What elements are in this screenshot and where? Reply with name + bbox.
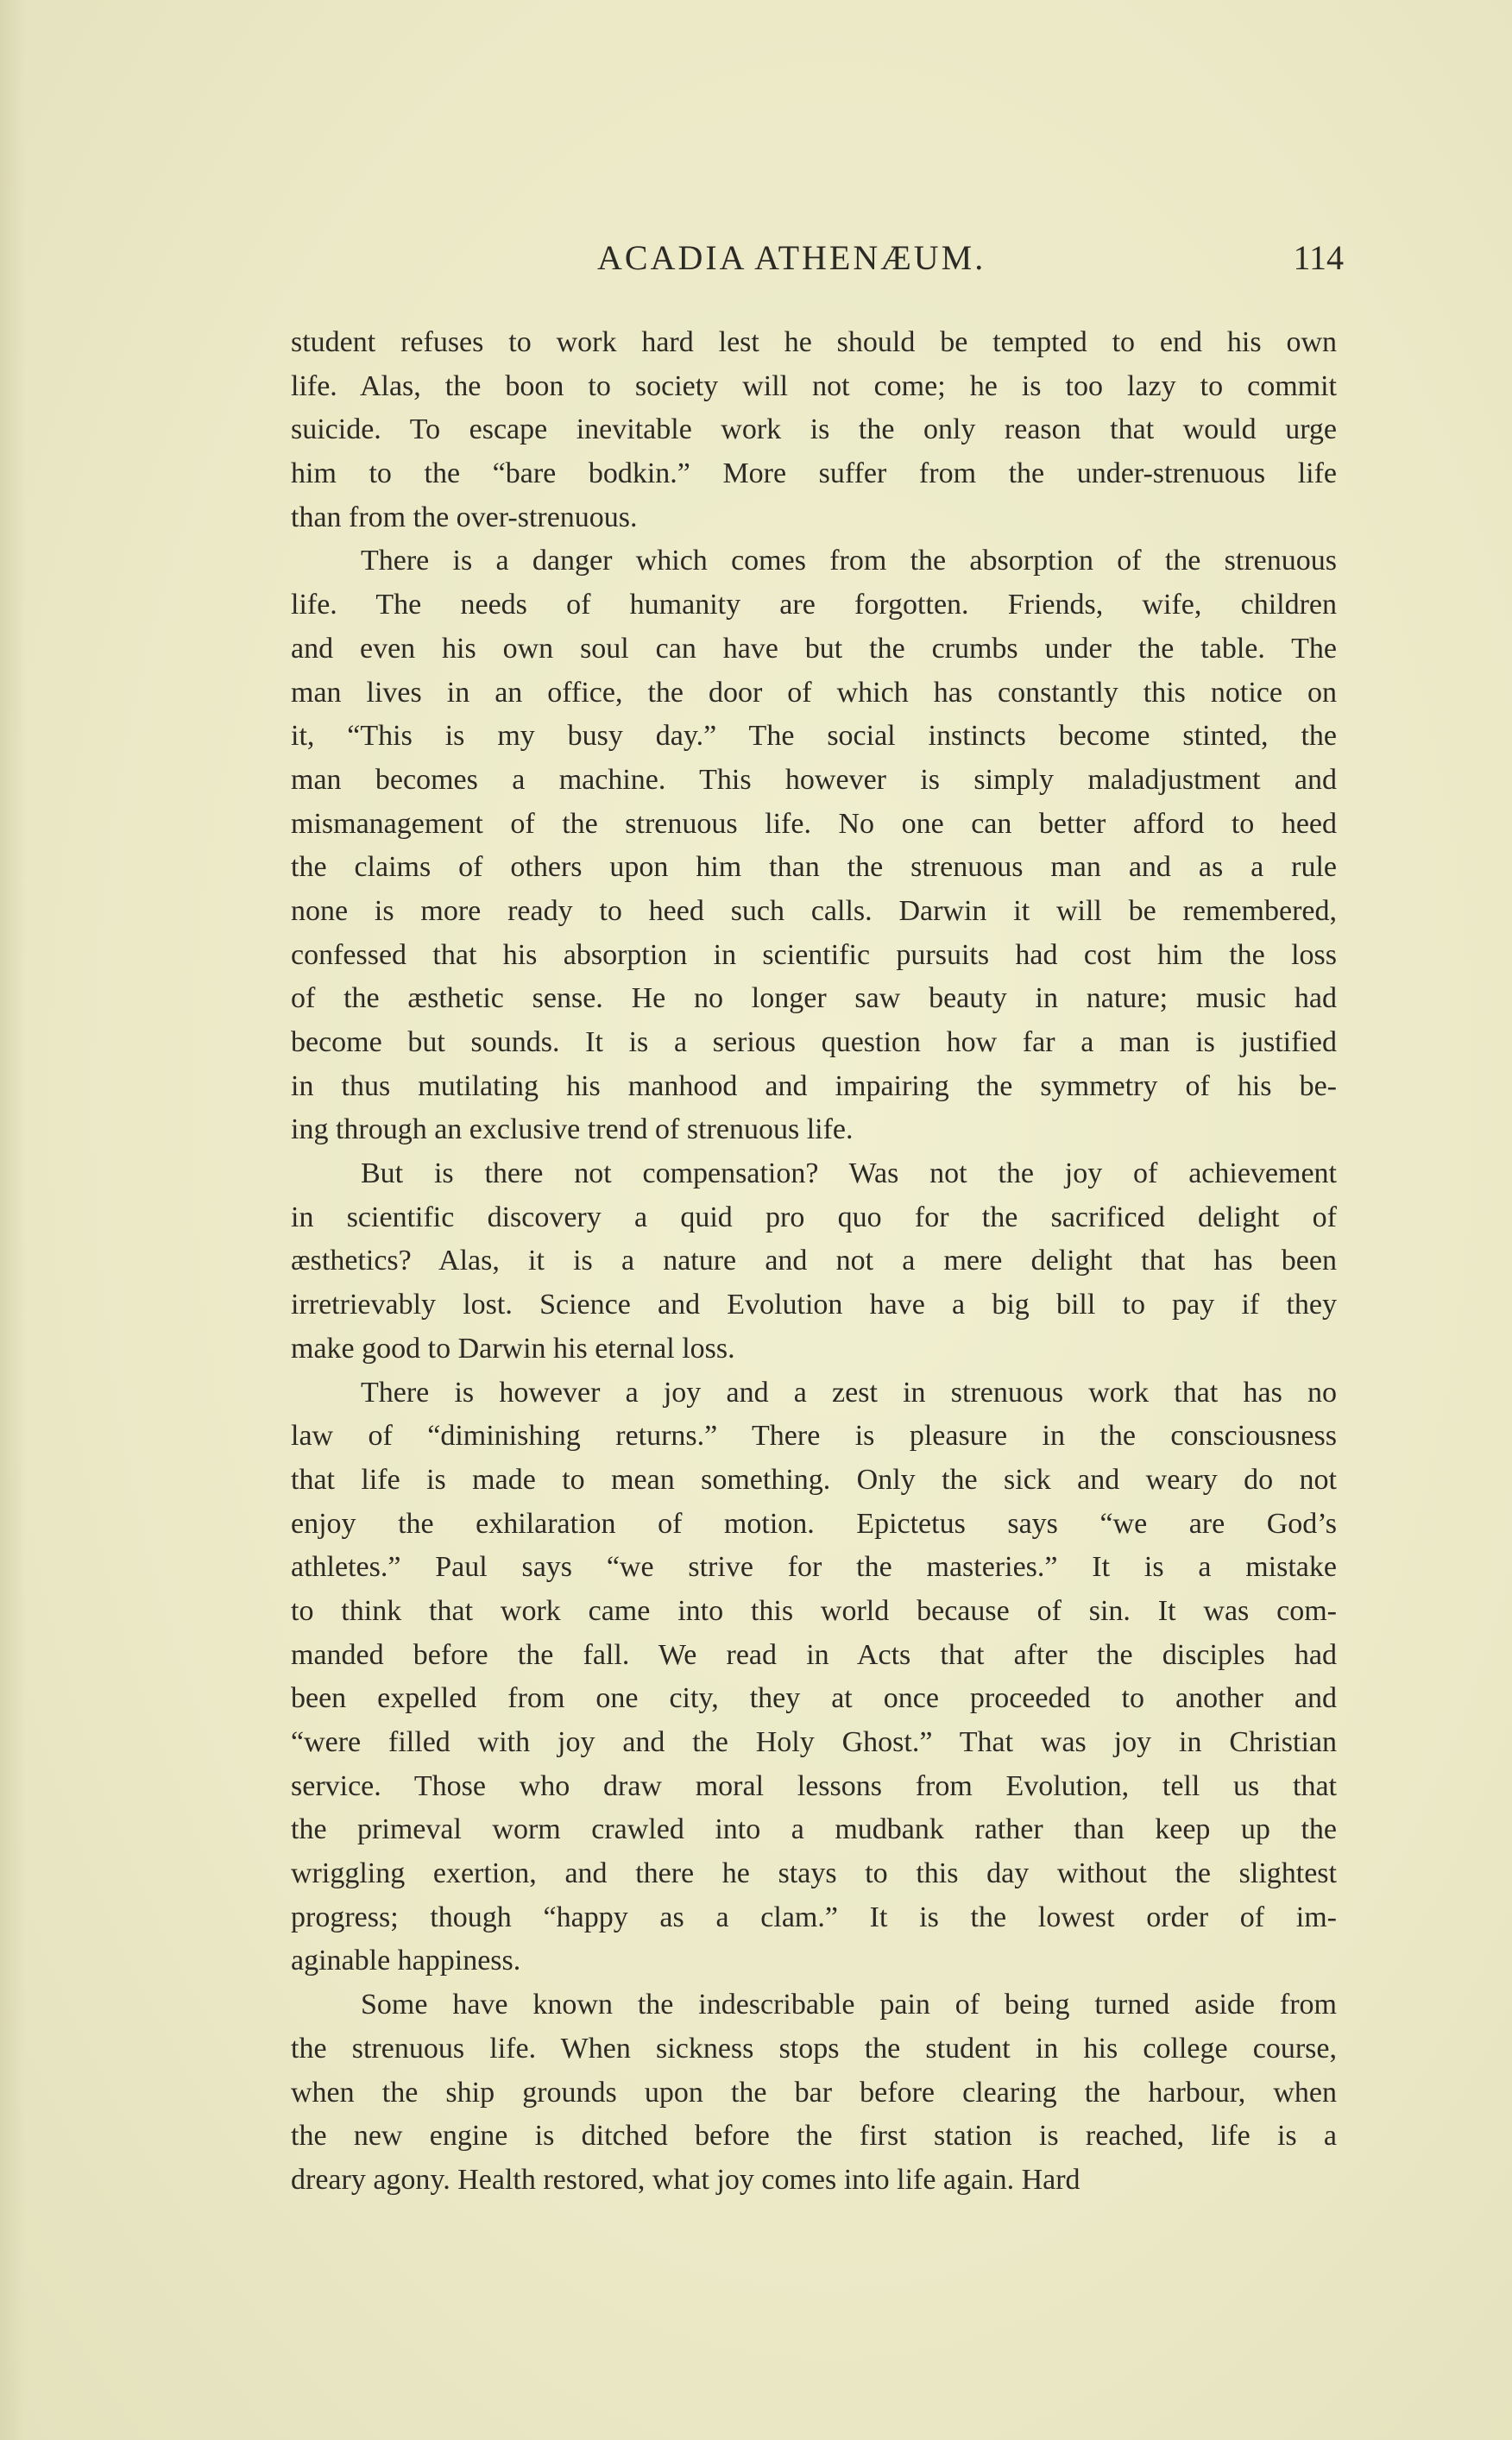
running-title: ACADIA ATHENÆUM. bbox=[597, 238, 986, 277]
text-line: the new engine is ditched before the first station is reached, life is a bbox=[291, 2120, 1337, 2153]
page-header bbox=[291, 237, 1344, 289]
text-line: law of “diminishing returns.” There is pleasure in the consciousness bbox=[291, 1420, 1337, 1453]
text-line: ing through an exclusive trend of strenuous life. bbox=[291, 1113, 854, 1146]
paragraph bbox=[291, 539, 1337, 1152]
text-line: the claims of others upon him than the strenuous man and as a rule bbox=[291, 851, 1337, 884]
text-line: student refuses to work hard lest he should be tempted to end his own bbox=[291, 326, 1337, 358]
text-line: irretrievably lost. Science and Evolution have a big bill to pay if they bbox=[291, 1289, 1337, 1321]
paragraph bbox=[291, 321, 1337, 539]
text-line: than from the over-strenuous. bbox=[291, 501, 638, 533]
text-line: progress; though “happy as a clam.” It is the lowest order of im- bbox=[291, 1901, 1337, 1933]
text-line: But is there not compensation? Was not the joy of achievement bbox=[361, 1157, 1337, 1190]
paragraph bbox=[291, 1983, 1337, 2202]
page-number: 114 bbox=[1293, 238, 1344, 277]
text-line: There is however a joy and a zest in strenuous work that has no bbox=[361, 1376, 1337, 1409]
text-line: life. The needs of humanity are forgotten. Friends, wife, children bbox=[291, 589, 1337, 621]
text-line: athletes.” Paul says “we strive for the masteries.” It is a mistake bbox=[291, 1551, 1337, 1584]
text-line: that life is made to mean something. Only the sick and weary do not bbox=[291, 1463, 1337, 1496]
text-line: suicide. To escape inevitable work is the only reason that would urge bbox=[291, 413, 1337, 446]
text-line: the strenuous life. When sickness stops the student in his college course, bbox=[291, 2032, 1337, 2065]
paragraph bbox=[291, 1152, 1337, 1371]
text-line: of the æsthetic sense. He no longer saw beauty in nature; music had bbox=[291, 982, 1337, 1015]
text-line: aginable happiness. bbox=[291, 1945, 521, 1977]
text-line: service. Those who draw moral lessons from Evolution, tell us that bbox=[291, 1769, 1337, 1802]
text-line: life. Alas, the boon to society will not come; he is too lazy to commit bbox=[291, 369, 1337, 402]
text-line: man lives in an office, the door of which has constantly this notice on bbox=[291, 676, 1337, 709]
text-line: make good to Darwin his eternal loss. bbox=[291, 1332, 735, 1365]
text-line: Some have known the indescribable pain of being turned aside from bbox=[361, 1989, 1337, 2021]
text-line: and even his own soul can have but the crumbs under the table. The bbox=[291, 632, 1337, 665]
text-line: in scientific discovery a quid pro quo for the sacrificed delight of bbox=[291, 1201, 1337, 1233]
text-line: manded before the fall. We read in Acts that after the disciples had bbox=[291, 1638, 1337, 1671]
text-line: enjoy the exhilaration of motion. Epictetus says “we are God’s bbox=[291, 1507, 1337, 1540]
text-line: when the ship grounds upon the bar before clearing the harbour, when bbox=[291, 2076, 1337, 2109]
text-line: wriggling exertion, and there he stays to this day without the slightest bbox=[291, 1857, 1337, 1890]
text-line: to think that work came into this world because of sin. It was com- bbox=[291, 1594, 1337, 1627]
text-line: man becomes a machine. This however is simply maladjustment and bbox=[291, 763, 1337, 796]
text-line: There is a danger which comes from the absorption of the strenuous bbox=[361, 545, 1337, 577]
text-line: mismanagement of the strenuous life. No one can better afford to heed bbox=[291, 807, 1337, 840]
text-line: been expelled from one city, they at once proceeded to another and bbox=[291, 1682, 1337, 1715]
paragraph bbox=[291, 1371, 1337, 1984]
text-line: it, “This is my busy day.” The social instincts become stinted, the bbox=[291, 720, 1337, 753]
text-line: none is more ready to heed such calls. Darwin it will be remembered, bbox=[291, 894, 1337, 927]
text-line: in thus mutilating his manhood and impairing the symmetry of his be- bbox=[291, 1069, 1337, 1102]
body-text bbox=[291, 321, 1337, 2203]
text-line: him to the “bare bodkin.” More suffer from the under-strenuous life bbox=[291, 457, 1337, 490]
text-line: confessed that his absorption in scientific pursuits had cost him the loss bbox=[291, 938, 1337, 971]
text-line: “were filled with joy and the Holy Ghost.” That was joy in Christian bbox=[291, 1726, 1337, 1758]
page-edge-shadow bbox=[0, 0, 26, 2440]
text-line: æsthetics? Alas, it is a nature and not a mere delight that has been bbox=[291, 1245, 1337, 1277]
text-line: dreary agony. Health restored, what joy comes into life again. Hard bbox=[291, 2163, 1080, 2196]
text-line: the primeval worm crawled into a mudbank rather than keep up the bbox=[291, 1813, 1337, 1846]
text-line: become but sounds. It is a serious question how far a man is justified bbox=[291, 1026, 1337, 1058]
